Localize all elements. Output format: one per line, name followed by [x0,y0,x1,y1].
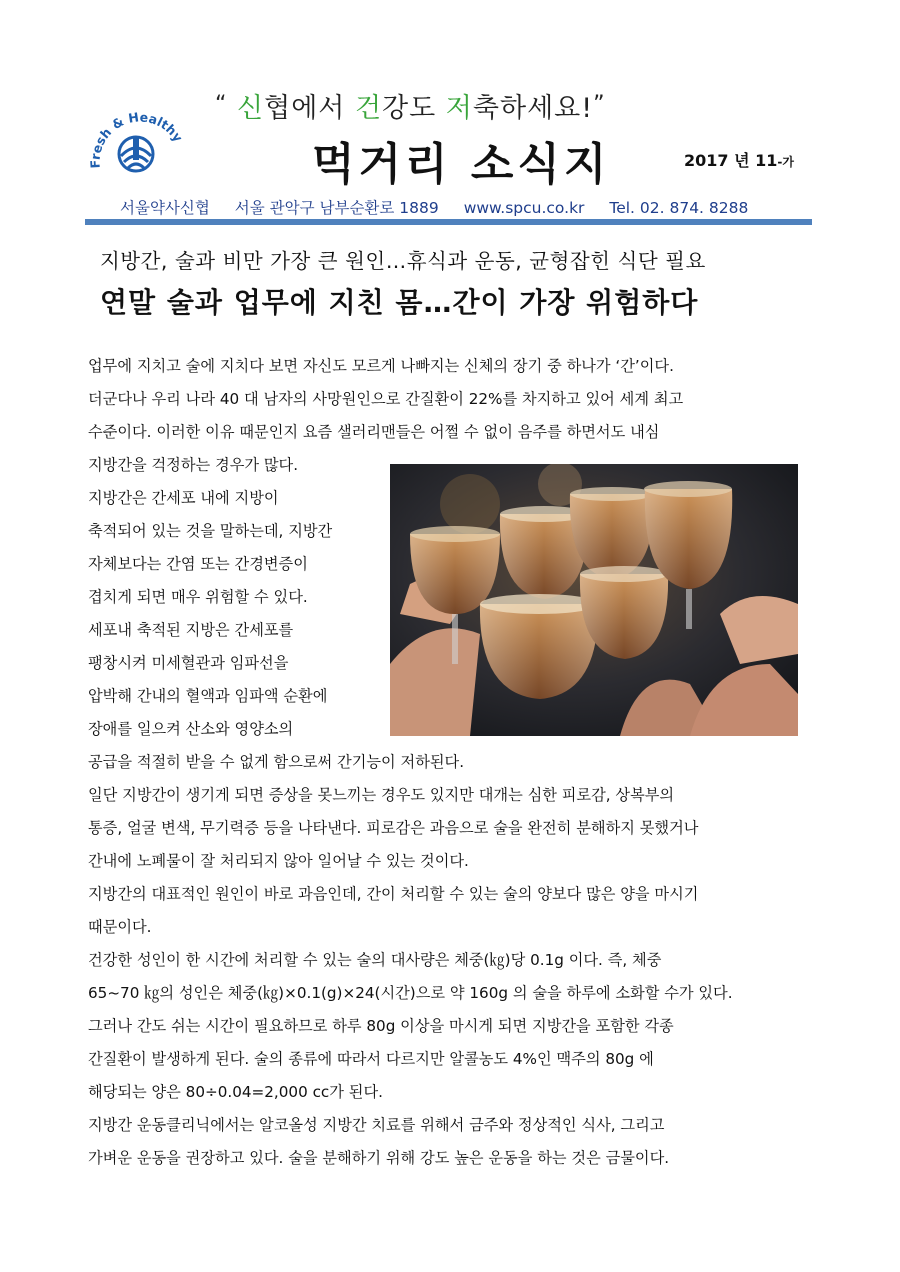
body-line: 해당되는 양은 80÷0.04=2,000 cc가 된다. [88,1083,383,1101]
body-line: 팽창시켜 미세혈관과 임파선을 [88,654,289,672]
body-line: 지방간 운동클리닉에서는 알코올성 지방간 치료를 위해서 금주와 정상적인 식사, 그리고 [88,1116,665,1134]
body-line: 65~70 ㎏의 성인은 체중(㎏)×0.1(g)×24(시간)으로 약 160g 의 술을 하루에 소화할 수가 있다. [88,984,733,1002]
body-line: 통증, 얼굴 변색, 무기력증 등을 나타낸다. 피로감은 과음으로 술을 완전히 분해하지 못했거나 [88,819,699,837]
newsletter-title: 먹거리 소식지 [312,139,611,190]
body-line: 지방간은 간세포 내에 지방이 [88,489,279,507]
body-line: 업무에 지치고 술에 지치다 보면 자신도 모르게 나빠지는 신체의 장기 중 하나가 ‘간’이다. [88,357,674,375]
body-line: 장애를 일으켜 산소와 영양소의 [88,720,294,738]
beer-toast-photo [390,464,798,736]
org-name: 서울약사신협 [120,199,210,217]
body-line: 축적되어 있는 것을 말하는데, 지방간 [88,522,333,540]
body-line: 가벼운 운동을 권장하고 있다. 술을 분해하기 위해 강도 높은 운동을 하는 것은 금물이다. [88,1149,670,1167]
credit-union-logo [86,98,188,184]
body-line: 공급을 적절히 받을 수 없게 함으로써 간기능이 저하된다. [88,753,465,771]
body-line: 더군다나 우리 나라 40 대 남자의 사망원인으로 간질환이 22%를 차지하고 있어 세계 최고 [88,390,684,408]
body-line: 지방간을 걱정하는 경우가 많다. [88,456,299,474]
body-line: 자체보다는 간염 또는 간경변증이 [88,555,308,573]
address: 서울 관악구 남부순환로 1889 [234,199,439,217]
body-line: 지방간의 대표적인 원인이 바로 과음인데, 간이 처리할 수 있는 술의 양보다 많은 양을 마시기 [88,885,699,903]
website-link[interactable]: www.spcu.co.kr [463,199,585,217]
body-line: 간질환이 발생하게 된다. 술의 종류에 따라서 다르지만 알콜농도 4%인 맥주의 80g 에 [88,1050,654,1068]
body-line: 겹치게 되면 매우 위험할 수 있다. [88,588,308,606]
body-line: 세포내 축적된 지방은 간세포를 [88,621,294,639]
article-subtitle: 지방간, 술과 비만 가장 큰 원인…휴식과 운동, 균형잡힌 식단 필요 [100,249,706,273]
body-line: 간내에 노폐물이 잘 처리되지 않아 일어날 수 있는 것이다. [88,852,469,870]
body-line: 일단 지방간이 생기게 되면 증상을 못느끼는 경우도 있지만 대개는 심한 피로감, 상복부의 [88,786,675,804]
article-headline: 연말 술과 업무에 지친 몸…간이 가장 위험하다 [100,286,699,319]
contact-line [120,196,768,218]
body-line: 수준이다. 이러한 이유 때문인지 요즘 샐러리맨들은 어쩔 수 없이 음주를 하면서도 내심 [88,423,660,441]
header-divider [85,219,812,225]
body-line: 압박해 간내의 혈액과 임파액 순환에 [88,687,328,705]
slogan: “ 신협에서 건강도 저축하세요!” [215,92,606,124]
body-line: 때문이다. [88,918,152,936]
phone-number: Tel. 02. 874. 8288 [609,199,749,217]
logo-text: Fresh & Healthy [87,109,186,169]
body-line: 그러나 간도 쉬는 시간이 필요하므로 하루 80g 이상을 마시게 되면 지방간을 포함한 각종 [88,1017,674,1035]
body-line: 건강한 성인이 한 시간에 처리할 수 있는 술의 대사량은 체중(㎏)당 0.1g 이다. 즉, 체중 [88,951,662,969]
issue-date: 2017 년 11-가 [684,151,794,170]
